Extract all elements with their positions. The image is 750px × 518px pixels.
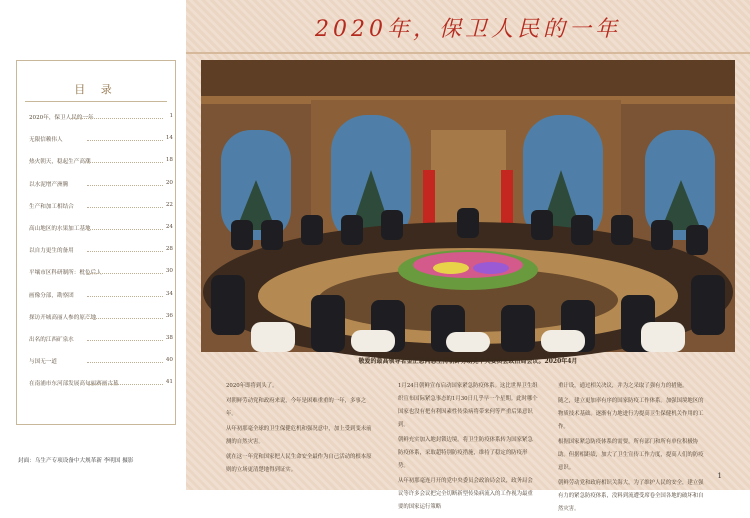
toc-item[interactable] <box>27 307 173 329</box>
toc-item[interactable] <box>27 107 173 129</box>
toc-leader-dots <box>87 362 163 363</box>
toc-title: 目 录 <box>74 83 118 96</box>
toc-page <box>0 0 186 490</box>
toc-item-page: 34 <box>165 290 173 297</box>
toc-item[interactable] <box>27 329 173 351</box>
toc-item-title: 以自力更生的备用 <box>29 248 74 255</box>
toc-item[interactable] <box>27 151 173 173</box>
toc-leader-dots <box>87 162 163 163</box>
article-paragraph: 重计设，通过相关决议，并为之采取了强有力的措施。 <box>558 383 688 389</box>
toc-leader-dots <box>87 229 163 230</box>
article-paragraph: 从年初那毫全球的卫生保健危机和强况意中，加上受到变未前测的自然灾害。 <box>226 426 372 445</box>
toc-item-title: 无限信赖伟人 <box>29 137 63 144</box>
article-paragraph: 从年初那毫连月开的党中央委员会政治局会议，政务局会议等许多会议把完全切断新型传染病流入的工作视为最重要的国家运行策略 <box>398 478 533 510</box>
article-paragraph: 朝鲜劳动党和政府相识关海大，为了维护人民的安全，建立强有力的紧急防疫体系，没料到流遭受席卷全国各地的破坏和自然灾害。 <box>558 480 704 512</box>
toc-leader-dots <box>87 296 163 297</box>
toc-leader-dots <box>87 318 163 319</box>
title-divider <box>186 52 750 54</box>
toc-item-title: 2020年，保卫人民的一年 <box>29 115 94 121</box>
article-paragraph: 朝鲜充实加入地封锁边境。将卫生防疫体系转为国家紧急防疫体系，采取超特别防疫措施，维持了稳定的防疫形势。 <box>398 437 533 469</box>
article-paragraph: 随之，建立更加率有序的国家防疫工作体系。加强国境地区的物质技术基础。逐渐有力地进行为提高卫生保健机关作用的工作。 <box>558 398 704 430</box>
toc-item-page: 18 <box>165 157 173 164</box>
toc-leader-dots <box>87 251 163 252</box>
toc-item[interactable] <box>27 285 173 307</box>
toc-item-page: 30 <box>165 268 173 275</box>
toc-item-page: 24 <box>165 223 173 230</box>
toc-item-title: 探访开城高丽人参的原产地 <box>29 314 97 321</box>
toc-item[interactable] <box>27 351 173 373</box>
toc-item[interactable] <box>27 240 173 262</box>
toc-item[interactable] <box>27 129 173 151</box>
toc-item-page: 20 <box>165 179 173 186</box>
toc-item[interactable] <box>27 196 173 218</box>
toc-item[interactable] <box>27 218 173 240</box>
toc-item-page: 28 <box>165 246 173 253</box>
toc-item-title: 与国无一道 <box>29 359 57 366</box>
cover-credit: 封面：乌生产专项设备中大规革新 李明国 摄影 <box>18 458 134 464</box>
toc-title-divider <box>25 101 167 102</box>
toc-leader-dots <box>87 185 163 186</box>
article-column-2 <box>398 380 538 516</box>
article-page <box>186 0 750 512</box>
toc-item-page: 22 <box>165 201 173 208</box>
article-paragraph: 2020年即将到头了。 <box>226 383 278 389</box>
article-paragraph: 就在这一年党和国家把人民生命安全最作为自己活动的根本原则的立场更清楚地得到证实。 <box>226 454 372 473</box>
article-paragraph: 根据国家紧急防疫体系的需要，所有部门和所有单位积极协助。但据相距绩，加大了卫生宣传工作力度，提高人们的防疫意识。 <box>558 439 704 471</box>
toc-leader-dots <box>87 340 163 341</box>
meeting-hall-illustration <box>201 60 735 352</box>
page-number: 1 <box>717 472 722 480</box>
table-of-contents <box>16 60 176 425</box>
toc-item[interactable] <box>27 262 173 284</box>
toc-item-title: 以水泥增产洲腾 <box>29 181 69 188</box>
toc-item-title: 生产和加工相结合 <box>29 203 74 210</box>
page-title: 2020年，保卫人民的一年 <box>315 17 621 42</box>
toc-leader-dots <box>71 118 163 119</box>
toc-item-page: 1 <box>169 113 173 119</box>
toc-item-title: 平壤市区科研制所：枇色后人 <box>29 270 102 277</box>
photo-caption: 敬爱的最高领导者金正恩同志主持朝鲜劳动党中央委员会政治局会议。2020年4月 <box>358 358 578 365</box>
toc-item[interactable] <box>27 373 173 395</box>
toc-item[interactable] <box>27 174 173 196</box>
article-column-3 <box>558 380 708 518</box>
toc-item-page: 40 <box>165 357 173 364</box>
toc-leader-dots <box>87 384 163 385</box>
article-column-1 <box>226 380 376 479</box>
meeting-photo <box>201 60 735 352</box>
toc-item-title: 热火朝天，稳起生产高潮 <box>29 159 91 166</box>
article-paragraph: 对朝鲜劳动党和政府来说，今年是困难重重的一年，多事之年。 <box>226 398 367 417</box>
article-paragraph: 1月24日朝鲜宣布启动国家紧急防疫体系。这比世界卫生组织宣布国际紧急事态的1月30日几乎早一个星期。此时哪个国家也没有把有利因素性传染病将带来何等严重后果意识到。 <box>398 383 538 428</box>
toc-item-title: 画像分部，勘察团 <box>29 292 74 299</box>
toc-item-title: 高山地区的水果加工基地 <box>29 225 91 232</box>
toc-item-title: 出名的江西矿泉水 <box>29 336 74 343</box>
toc-item-title: 在南浦市东河部发展高句丽赛画古墓 <box>29 381 119 388</box>
toc-list <box>27 107 173 395</box>
toc-item-page: 36 <box>165 312 173 319</box>
toc-leader-dots <box>87 140 163 141</box>
toc-item-page: 38 <box>165 334 173 341</box>
toc-leader-dots <box>87 273 163 274</box>
toc-item-page: 14 <box>165 135 173 142</box>
toc-leader-dots <box>87 207 163 208</box>
toc-item-page: 41 <box>165 379 173 386</box>
